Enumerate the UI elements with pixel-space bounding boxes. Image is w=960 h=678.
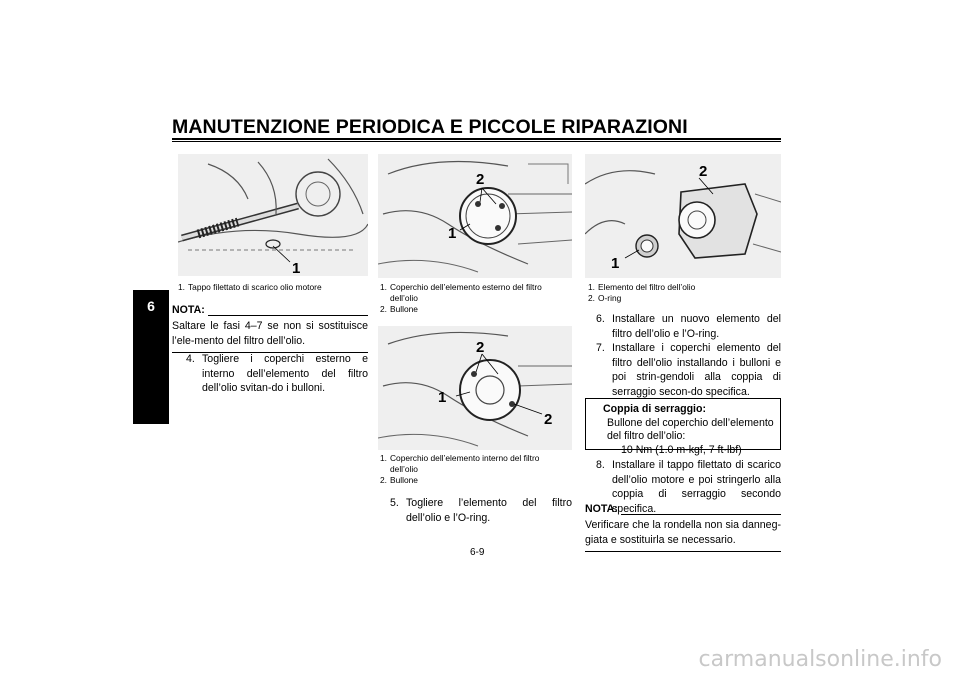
- caption-number: 2.: [588, 293, 595, 303]
- step-text: Installare un nuovo elemento del filtro dell’olio e l’O-ring.: [612, 313, 781, 340]
- nota-heading: [585, 503, 781, 515]
- step-text: Togliere l’elemento del filtro dell’olio e l’O-ring.: [406, 497, 572, 524]
- title-rule-thin: [172, 141, 781, 142]
- torque-spec-box: [585, 398, 781, 456]
- nota-label: NOTA:: [172, 304, 205, 316]
- title-rule: [172, 138, 781, 140]
- caption-item: [588, 282, 778, 293]
- page-title: MANUTENZIONE PERIODICA E PICCOLE RIPARAZIONI: [172, 116, 688, 138]
- nota-label: NOTA:: [585, 503, 618, 515]
- nota-block-2: [585, 503, 781, 552]
- caption-text: Coperchio dell’elemento esterno del filtro dell’olio: [390, 282, 542, 303]
- caption-number: 1.: [178, 282, 185, 292]
- fig2-callout-2: 2: [476, 171, 485, 188]
- nota-text: Verificare che la rondella non sia danneg-giata e sostituirla se necessario.: [585, 519, 781, 546]
- step-6: [596, 312, 781, 341]
- caption-item: [588, 293, 778, 304]
- caption-item: [380, 475, 566, 486]
- step-text: Togliere i coperchi esterno e interno dell’elemento del filtro dell’olio svitan-do i bulloni.: [202, 353, 368, 394]
- caption-number: 2.: [380, 475, 387, 485]
- torque-value: 10 Nm (1.0 m·kgf, 7 ft·lbf): [621, 443, 742, 456]
- torque-item: Bullone del coperchio dell’elemento del filtro dell’olio:: [607, 416, 774, 442]
- nota-rule: [208, 306, 368, 316]
- step-number: 6.: [596, 313, 605, 325]
- nota-block-1: [172, 304, 368, 353]
- nota-text: Saltare le fasi 4–7 se non si sostituisce l’ele-mento del filtro dell’olio.: [172, 320, 368, 347]
- caption-item: [380, 453, 566, 475]
- step-5: [390, 496, 572, 525]
- fig1-caption: [178, 282, 368, 293]
- step-number: 4.: [186, 353, 195, 365]
- fig3-callout-2b: 2: [544, 411, 553, 428]
- figure-filter-element: [585, 154, 781, 278]
- fig2-callout-1: 1: [448, 225, 457, 242]
- page-number: 6-9: [470, 547, 485, 558]
- caption-item: [380, 282, 566, 304]
- step-number: 8.: [596, 459, 605, 471]
- nota-end-rule: [585, 551, 781, 552]
- fig3-callout-1: 1: [438, 389, 447, 406]
- fig3-caption: [380, 453, 566, 486]
- caption-number: 1.: [380, 453, 387, 463]
- torque-heading: Coppia di serraggio:: [603, 403, 707, 415]
- caption-number: 1.: [588, 282, 595, 292]
- section-tab: [133, 290, 169, 424]
- figure-outer-cover: [378, 154, 572, 278]
- step-7: [596, 341, 781, 399]
- fig2-caption: [380, 282, 566, 315]
- nota-heading: [172, 304, 368, 316]
- caption-number: 1.: [380, 282, 387, 292]
- caption-text: Bullone: [390, 304, 418, 314]
- figure-drain-plug: [178, 154, 368, 276]
- step-4: [186, 352, 368, 396]
- caption-number: 2.: [380, 304, 387, 314]
- fig1-callout-1: 1: [292, 260, 301, 276]
- fig4-caption: [588, 282, 778, 304]
- caption-text: Bullone: [390, 475, 418, 485]
- section-tab-label: 6: [147, 298, 155, 314]
- step-number: 7.: [596, 342, 605, 354]
- caption-item: [178, 282, 368, 293]
- fig4-callout-2: 2: [699, 163, 708, 180]
- fig4-callout-1: 1: [611, 255, 620, 272]
- watermark: carmanualsonline.info: [698, 647, 942, 672]
- fig3-callout-2: 2: [476, 339, 485, 356]
- step-text: Installare i coperchi elemento del filtro dell’olio installando i bulloni e poi strin-gendoli alla coppia di serraggio secon-do specifica.: [612, 342, 781, 398]
- figure-inner-cover: [378, 326, 572, 450]
- caption-text: O-ring: [598, 293, 622, 303]
- caption-item: [380, 304, 566, 315]
- steps-6-7: [596, 312, 781, 399]
- caption-text: Coperchio dell’elemento interno del filtro dell’olio: [390, 453, 540, 474]
- caption-text: Tappo filettato di scarico olio motore: [188, 282, 322, 292]
- caption-text: Elemento del filtro dell’olio: [598, 282, 696, 292]
- step-number: 5.: [390, 497, 399, 509]
- step-text: Installare il tappo filettato di scarico dell’olio motore e poi stringerlo alla coppia di serraggio secondo specifica.: [612, 459, 781, 515]
- nota-rule: [621, 505, 781, 515]
